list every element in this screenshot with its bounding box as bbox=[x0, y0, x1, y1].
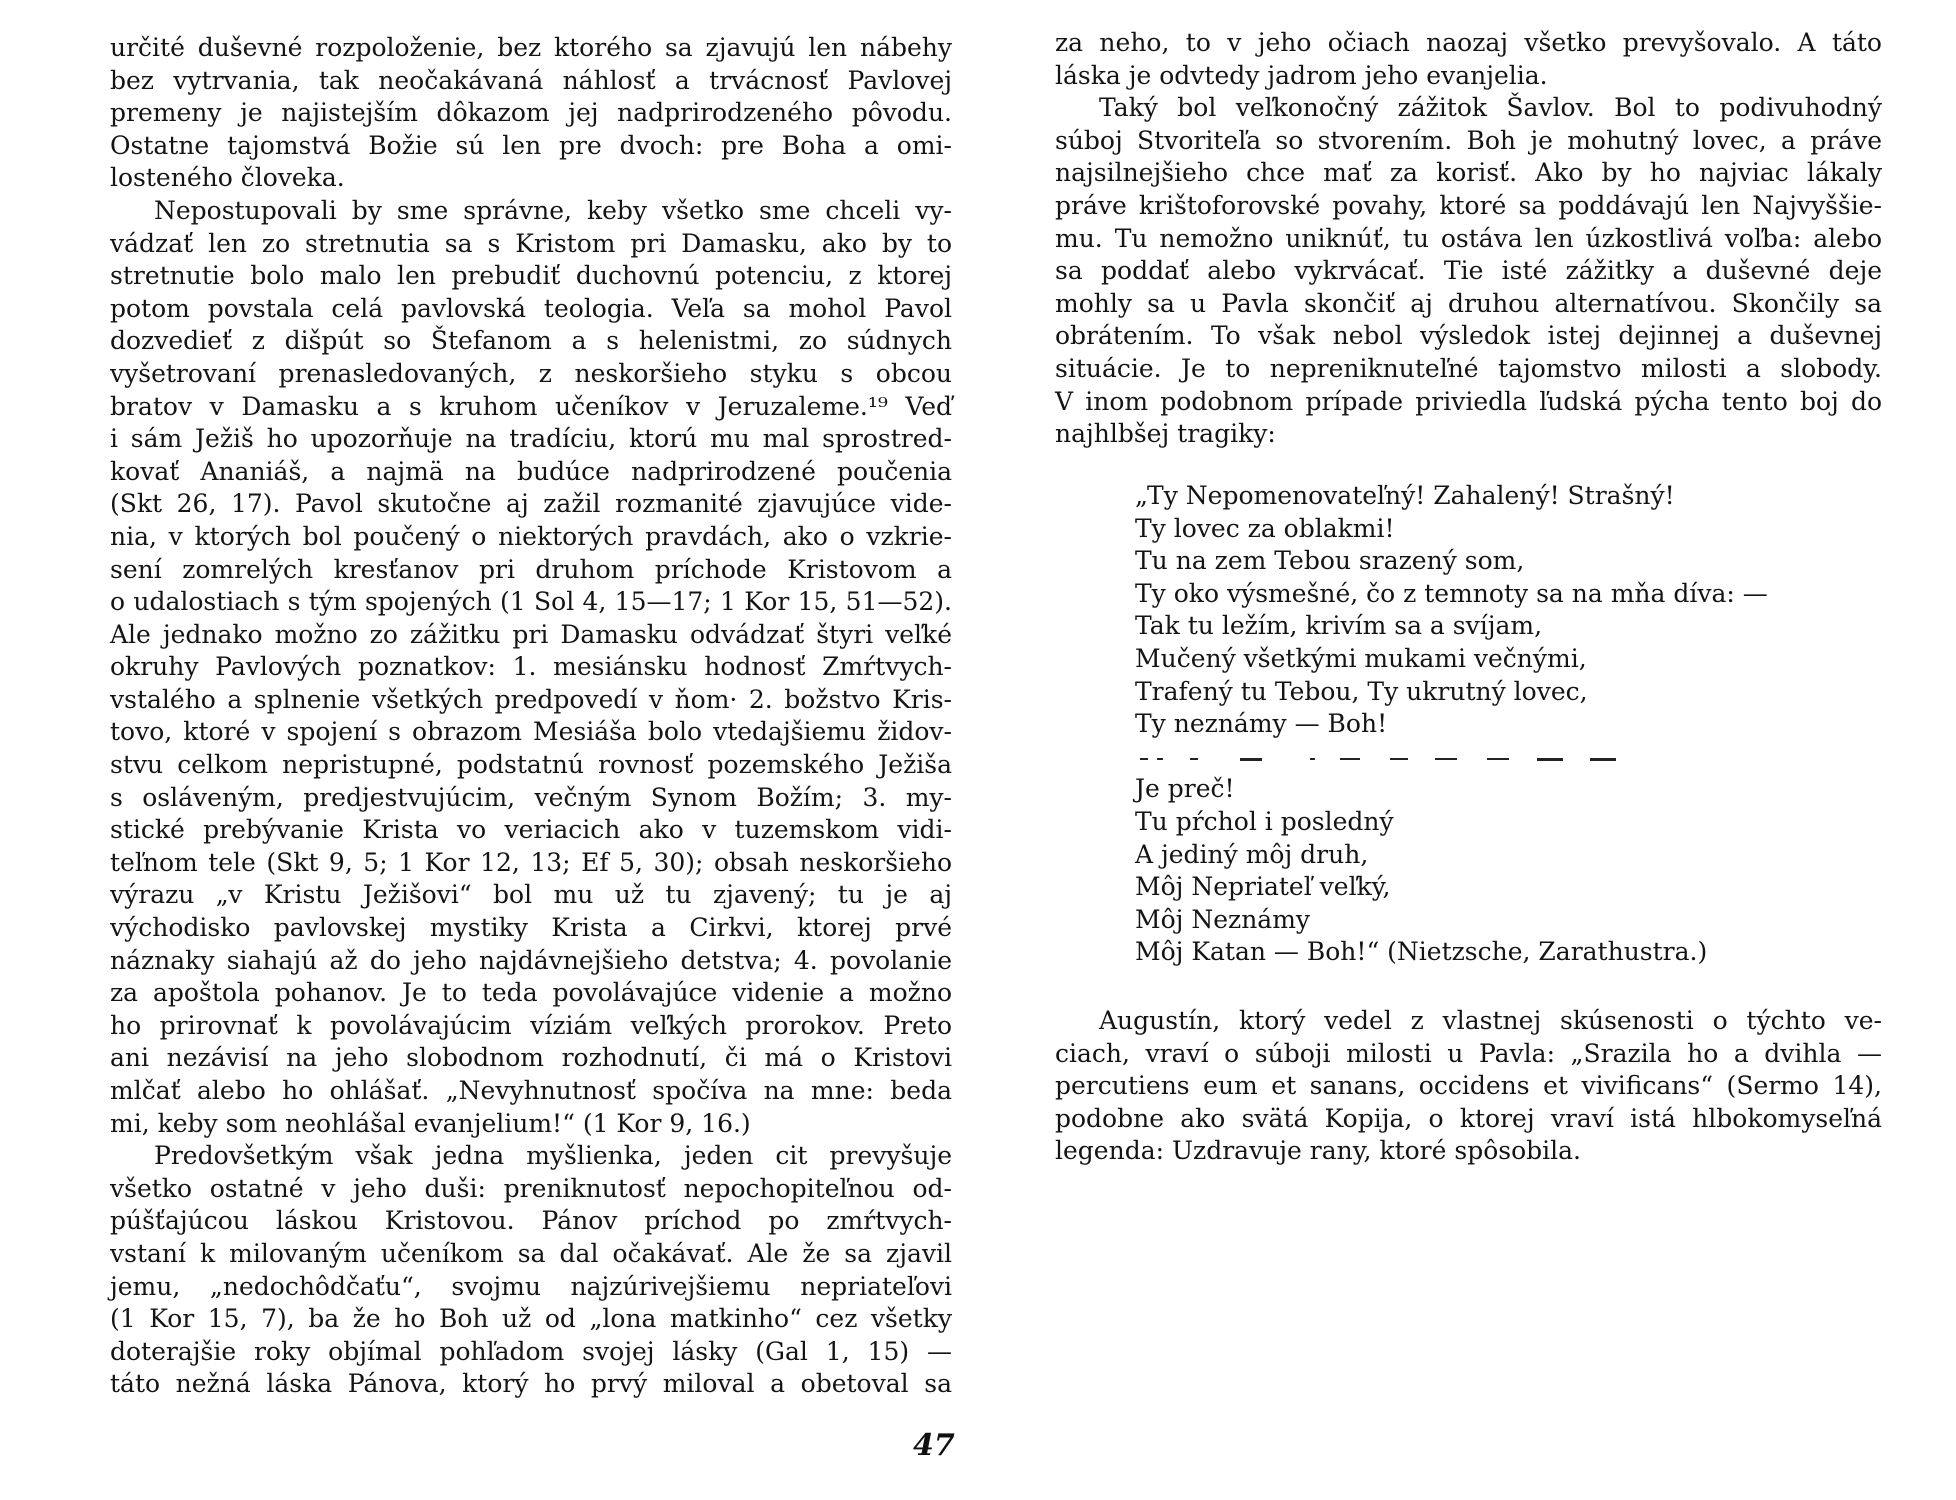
poem-line: Tu na zem Tebou srazený som, bbox=[1135, 546, 1525, 576]
text-line: jemu, „nedochôdčaťu“, svojmu najzúrivejšiemu nepriateľovi bbox=[110, 1271, 952, 1301]
poem-line: Ty oko výsmešné, čo z temnoty sa na mňa díva: — bbox=[1135, 578, 1768, 608]
text-line: výrazu „v Kristu Ježišovi“ bol mu už tu zjavený; tu je aj bbox=[110, 880, 952, 910]
text-line: mohly sa u Pavla skončiť aj druhou alternatívou. Skončily sa bbox=[1055, 288, 1882, 318]
text-line: s osláveným, predjestvujúcim, večným Synom Božím; 3. my- bbox=[110, 782, 952, 812]
text-line: sa poddať alebo vykrvácať. Tie isté zážitky a duševné deje bbox=[1055, 256, 1882, 286]
text-line: ani nezávisí na jeho slobodnom rozhodnutí, či má o Kristovi bbox=[110, 1043, 952, 1073]
text-line: vstaní k milovaným učeníkom sa dal očakávať. Ale že sa zjavil bbox=[110, 1238, 952, 1268]
text-line: mi, keby som neohlášal evanjelium!“ (1 Kor 9, 16.) bbox=[110, 1108, 751, 1138]
text-line: náznaky siahajú až do jeho najdávnejšieho detstva; 4. povolanie bbox=[110, 945, 952, 975]
text-line: premeny je najistejším dôkazom jej nadprirodzeného pôvodu. bbox=[110, 98, 952, 128]
text-line: bratov v Damasku a s kruhom učeníkov v Jeruzaleme.¹⁹ Veď bbox=[110, 391, 952, 421]
paragraph-start-line: Augustín, ktorý vedel z vlastnej skúsenosti o týchto ve- bbox=[1099, 1006, 1882, 1035]
text-line: legenda: Uzdravuje rany, ktoré spôsobila. bbox=[1055, 1136, 1581, 1166]
poem-line: A jediný môj druh, bbox=[1135, 839, 1369, 869]
poem-line: Môj Nepriateľ veľký, bbox=[1135, 872, 1391, 902]
text-line: dozvedieť z dišpút so Štefanom a s helenistmi, zo súdnych bbox=[110, 326, 952, 356]
text-line: percutiens eum et sanans, occidens et vivificans“ (Sermo 14), bbox=[1055, 1071, 1882, 1101]
text-line: losteného človeka. bbox=[110, 163, 345, 193]
text-line: najhlbšej tragiky: bbox=[1055, 419, 1276, 449]
text-line: Ostatne tajomstvá Božie sú len pre dvoch: pre Boha a omi- bbox=[110, 130, 952, 160]
text-line: stvu celkom nepristupné, podstatnú rovnosť pozemského Ježiša bbox=[110, 750, 952, 780]
poem-line: „Ty Nepomenovateľný! Zahalený! Strašný! bbox=[1135, 481, 1675, 510]
text-line: za neho, to v jeho očiach naozaj všetko prevyšovalo. A táto bbox=[1055, 28, 1882, 57]
text-line: sení zomrelých kresťanov pri druhom príchode Kristovom a bbox=[110, 554, 952, 584]
text-line: stretnutie bolo malo len prebudiť duchovnú potenciu, z ktorej bbox=[110, 261, 952, 291]
text-line: láska je odvtedy jadrom jeho evanjelia. bbox=[1055, 60, 1548, 90]
text-line: mlčať alebo ho ohlášať. „Nevyhnutnosť spočíva na mne: beda bbox=[110, 1076, 952, 1105]
poem-line: Ty neznámy — Boh! bbox=[1135, 709, 1388, 739]
ellipsis-separator bbox=[1135, 741, 1768, 774]
text-line: východisko pavlovskej mystiky Krista a Cirkvi, ktorej prvé bbox=[110, 913, 952, 943]
text-line: vstalého a splnenie všetkých predpovedí v ňom· 2. božstvo Kris- bbox=[110, 684, 952, 714]
text-line: ho prirovnať k povolávajúcim víziám veľkých prorokov. Preto bbox=[110, 1010, 952, 1040]
poem-line: Je preč! bbox=[1135, 774, 1235, 804]
poem-line: Môj Neznámy bbox=[1135, 904, 1311, 934]
text-line: teľnom tele (Skt 9, 5; 1 Kor 12, 13; Ef 5, 30); obsah neskoršieho bbox=[110, 847, 952, 877]
text-line: situácie. Je to nepreniknuteľné tajomstvo milosti a slobody. bbox=[1055, 353, 1882, 383]
text-line: kovať Ananiáš, a najmä na budúce nadprirodzené poučenia bbox=[110, 456, 952, 486]
text-line: obrátením. To však nebol výsledok istej dejinnej a duševnej bbox=[1055, 321, 1882, 351]
page-number: 47 bbox=[913, 1428, 955, 1463]
paragraph-start-line: Predovšetkým však jedna myšlienka, jeden cit prevyšuje bbox=[154, 1141, 952, 1171]
text-line: práve krištoforovské povahy, ktoré sa poddávajú len Najvyššie- bbox=[1055, 190, 1882, 220]
poem-quote bbox=[1135, 480, 1768, 969]
poem-line: Tu pŕchol i posledný bbox=[1135, 806, 1394, 836]
paragraph-start-line: Nepostupovali by sme správne, keby všetko sme chceli vy- bbox=[154, 195, 952, 225]
text-line: určité duševné rozpoloženie, bez ktorého sa zjavujú len nábehy bbox=[110, 33, 952, 62]
poem-line: Tak tu ležím, krivím sa a svíjam, bbox=[1135, 611, 1543, 641]
text-line: (Skt 26, 17). Pavol skutočne aj zažil rozmanité zjavujúce vide- bbox=[110, 489, 952, 519]
text-line: V inom podobnom prípade priviedla ľudská pýcha tento boj do bbox=[1055, 386, 1882, 416]
text-line: i sám Ježiš ho upozorňuje na tradíciu, ktorú mu mal sprostred- bbox=[110, 424, 952, 454]
text-line: súboj Stvoriteľa so stvorením. Boh je mohutný lovec, a práve bbox=[1055, 125, 1882, 155]
text-line: potom povstala celá pavlovská teologia. Veľa sa mohol Pavol bbox=[110, 293, 952, 323]
closing-paragraph bbox=[1055, 1005, 1882, 1168]
text-line: nia, v ktorých bol poučený o niektorých pravdách, ako o vzkrie- bbox=[110, 521, 952, 551]
poem-line: Trafený tu Tebou, Ty ukrutný lovec, bbox=[1135, 676, 1588, 706]
text-line: o udalostiach s tým spojených (1 Sol 4, 15—17; 1 Kor 15, 51—52). bbox=[110, 587, 952, 617]
text-line: tovo, ktoré v spojení s obrazom Mesiáša bolo vtedajšiemu židov- bbox=[110, 717, 952, 747]
text-line: púšťajúcou láskou Kristovou. Pánov príchod po zmŕtvych- bbox=[110, 1206, 952, 1236]
text-line: (1 Kor 15, 7), ba že ho Boh už od „lona matkinho“ cez všetky bbox=[110, 1304, 952, 1334]
text-line: ciach, vraví o súboji milosti u Pavla: „Srazila ho a dvihla — bbox=[1055, 1038, 1882, 1068]
paragraph-start-line: Taký bol veľkonočný zážitok Šavlov. Bol to podivuhodný bbox=[1099, 93, 1882, 123]
right-column bbox=[1055, 27, 1882, 451]
left-column bbox=[110, 32, 952, 1401]
text-line: podobne ako svätá Kopija, o ktorej vraví istá hlbokomyseľná bbox=[1055, 1103, 1882, 1133]
text-line: vádzať len zo stretnutia sa s Kristom pri Damasku, ako by to bbox=[110, 228, 952, 258]
text-line: bez vytrvania, tak neočakávaná náhlosť a trvácnosť Pavlovej bbox=[110, 65, 952, 95]
text-line: Ale jednako možno zo zážitku pri Damasku odvádzať štyri veľké bbox=[110, 619, 952, 649]
poem-line: Môj Katan — Boh!“ (Nietzsche, Zarathustra.) bbox=[1135, 937, 1708, 967]
poem-line: Ty lovec za oblakmi! bbox=[1135, 513, 1395, 543]
text-line: za apoštola pohanov. Je to teda povolávajúce videnie a možno bbox=[110, 978, 952, 1008]
text-line: okruhy Pavlových poznatkov: 1. mesiánsku hodnosť Zmŕtvych- bbox=[110, 652, 952, 682]
poem-line: Mučený všetkými mukami večnými, bbox=[1135, 643, 1587, 673]
text-line: vyšetrovaní prenasledovaných, z neskoršieho styku s obcou bbox=[110, 358, 952, 388]
text-line: najsilnejšieho chce mať za korisť. Ako by ho najviac lákaly bbox=[1055, 158, 1882, 188]
text-line: všetko ostatné v jeho duši: preniknutosť nepochopiteľnou od- bbox=[110, 1173, 952, 1203]
text-line: mu. Tu nemožno uniknúť, tu ostáva len úzkostlivá voľba: alebo bbox=[1055, 223, 1882, 253]
text-line: táto nežná láska Pánova, ktorý ho prvý miloval a obetoval sa bbox=[110, 1369, 952, 1399]
text-line: doterajšie roky objímal pohľadom svojej lásky (Gal 1, 15) — bbox=[110, 1336, 952, 1366]
text-line: stické prebývanie Krista vo veriacich ako v tuzemskom vidi- bbox=[110, 815, 952, 845]
